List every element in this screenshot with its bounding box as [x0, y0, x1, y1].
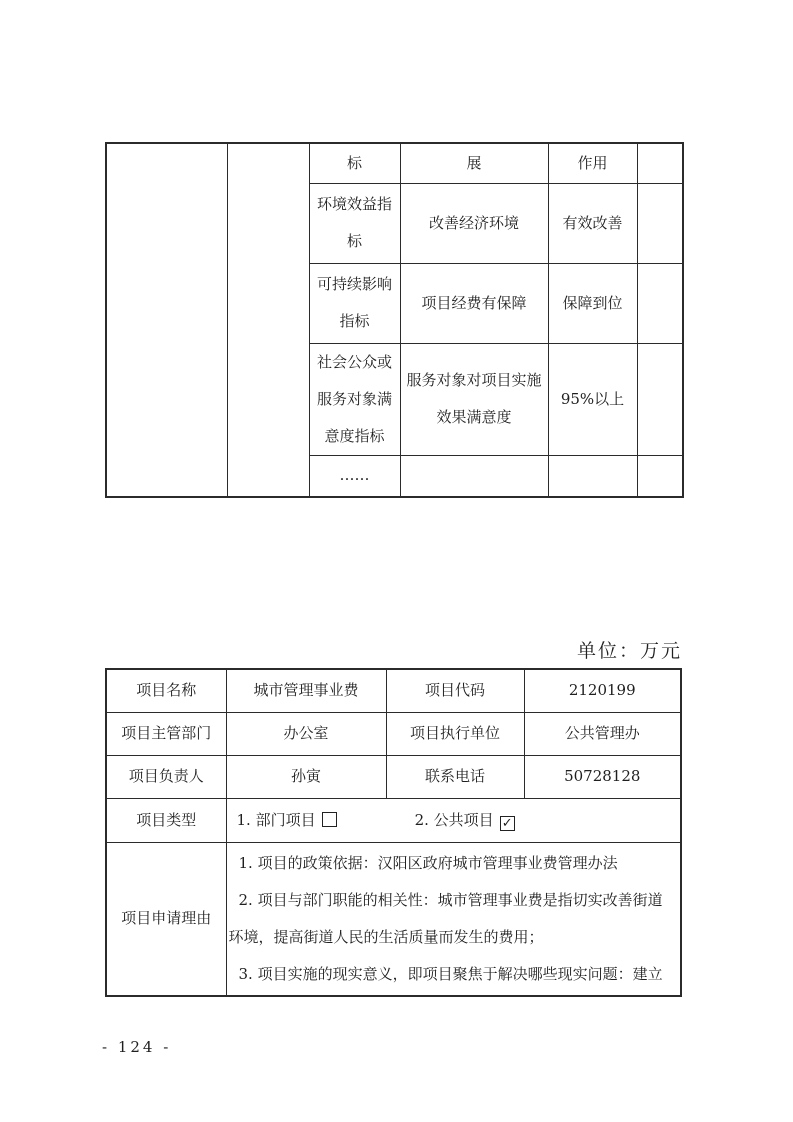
empty-cell: [637, 455, 683, 497]
field-value: 孙寅: [226, 755, 386, 798]
field-label: 项目负责人: [106, 755, 226, 798]
table-row: [106, 755, 681, 798]
indicator-content-cell: 项目经费有保障: [400, 263, 548, 343]
reason-paragraph: 1. 项目的政策依据：汉阳区政府城市管理事业费管理办法: [238, 853, 618, 872]
field-value: 2120199: [524, 669, 681, 712]
reason-paragraph: 3. 项目实施的现实意义，即项目聚焦于解决哪些现实问题：建立: [238, 964, 663, 983]
field-label: 项目执行单位: [386, 712, 524, 755]
merged-empty-cell: [227, 143, 309, 497]
indicator-content-cell: 改善经济环境: [400, 183, 548, 263]
field-label: 项目申请理由: [106, 842, 226, 996]
indicator-name-cell: 环境效益指标: [309, 183, 400, 263]
empty-cell: [637, 143, 683, 183]
checkbox-checked-icon: ✓: [500, 816, 515, 831]
field-label: 项目名称: [106, 669, 226, 712]
field-label: 项目类型: [106, 798, 226, 842]
project-type-option-department: [237, 802, 337, 839]
page-number: - 124 -: [102, 1038, 172, 1056]
field-value: 公共管理办: [524, 712, 681, 755]
project-info-table: [105, 668, 682, 997]
indicator-content-cell: [400, 455, 548, 497]
indicator-target-cell: 95%以上: [548, 343, 637, 455]
indicator-target-cell: 保障到位: [548, 263, 637, 343]
option-label: 2. 公共项目: [414, 810, 494, 829]
reason-paragraph: 2. 项目与部门职能的相关性：城市管理事业费是指切实改善街道环境，提高街道人民的生活质量而发生的费用；: [228, 890, 663, 946]
application-reason-cell: [226, 842, 681, 996]
table-row: [106, 143, 683, 183]
indicator-name-cell: ……: [309, 455, 400, 497]
performance-indicator-table: [105, 142, 684, 498]
indicator-target-cell: 作用: [548, 143, 637, 183]
table-row: [106, 669, 681, 712]
table-row: [106, 842, 681, 996]
table-row: [106, 798, 681, 842]
indicator-name-cell: 标: [309, 143, 400, 183]
indicator-name-cell: 社会公众或服务对象满意度指标: [309, 343, 400, 455]
empty-cell: [637, 263, 683, 343]
field-value: 城市管理事业费: [226, 669, 386, 712]
indicator-content-cell: 展: [400, 143, 548, 183]
indicator-target-cell: [548, 455, 637, 497]
checkbox-unchecked-icon: [322, 812, 337, 827]
field-label: 联系电话: [386, 755, 524, 798]
indicator-content-cell: 服务对象对项目实施效果满意度: [400, 343, 548, 455]
empty-cell: [637, 343, 683, 455]
indicator-target-cell: 有效改善: [548, 183, 637, 263]
field-label: 项目代码: [386, 669, 524, 712]
project-type-cell: [226, 798, 681, 842]
table-row: [106, 712, 681, 755]
project-type-option-public: [415, 802, 515, 839]
option-label: 1. 部门项目: [236, 810, 316, 829]
merged-empty-cell: [106, 143, 227, 497]
field-value: 办公室: [226, 712, 386, 755]
empty-cell: [637, 183, 683, 263]
indicator-name-cell: 可持续影响指标: [309, 263, 400, 343]
unit-label: 单位：万元: [576, 640, 682, 662]
field-label: 项目主管部门: [106, 712, 226, 755]
field-value: 50728128: [524, 755, 681, 798]
